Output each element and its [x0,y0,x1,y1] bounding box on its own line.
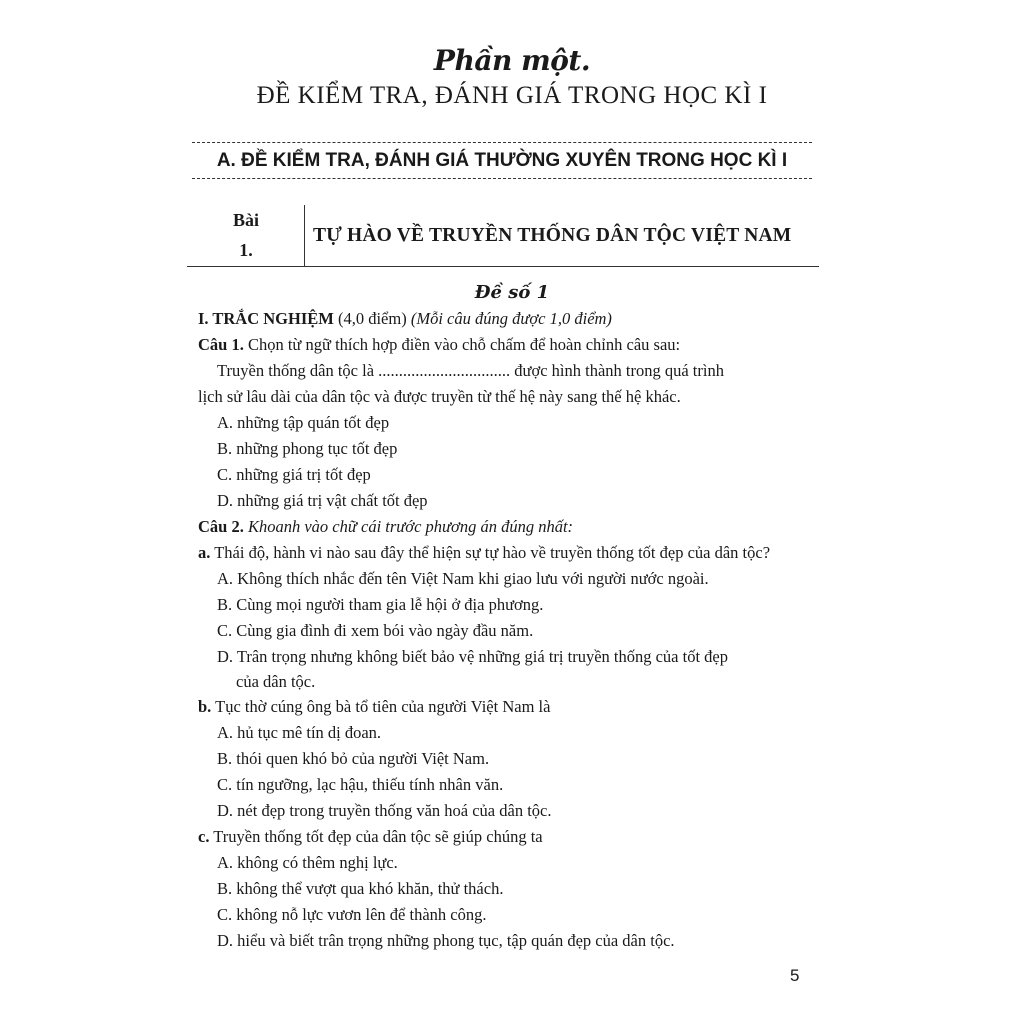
exam-title: Đề số 1 [474,282,550,303]
lesson-title: TỰ HÀO VỀ TRUYỀN THỐNG DÂN TỘC VIỆT NAM [313,225,792,246]
lesson-underline [187,266,819,267]
q1-prompt: Chọn từ ngữ thích hợp điền vào chỗ chấm để hoàn chỉnh câu sau: [243,335,681,354]
q2a-option-c: C. Cùng gia đình đi xem bói vào ngày đầu năm. [217,621,534,640]
part1-points: (4,0 điểm) [333,309,411,328]
q2a-option-d-cont: của dân tộc. [236,672,316,691]
q1-option-c: C. những giá trị tốt đẹp [217,465,371,484]
q2a-stem: Thái độ, hành vi nào sau đây thể hiện sự tự hào về truyền thống tốt đẹp của dân tộc? [210,543,771,562]
q1-option-b: B. những phong tục tốt đẹp [217,439,398,458]
q2-prompt: Khoanh vào chữ cái trước phương án đúng nhất: [243,517,574,536]
dashed-rule-bottom [192,178,812,179]
q1-line [198,332,818,358]
q2b-label: b. [198,697,212,716]
section-a-heading: A. ĐỀ KIỂM TRA, ĐÁNH GIÁ THƯỜNG XUYÊN TRONG HỌC KÌ I [216,150,788,171]
exam-content [198,306,818,954]
q1-label: Câu 1. [198,335,244,354]
part1-note: (Mỗi câu đúng được 1,0 điểm) [410,309,612,328]
q2c-stem: Truyền thống tốt đẹp của dân tộc sẽ giúp chúng ta [209,827,543,846]
q2a-label: a. [198,543,211,562]
q2c-stem-line [198,824,818,850]
q2a-stem-line [198,540,818,566]
q1-stem-line1: Truyền thống dân tộc là ................................ được hình thành trong quá trình [217,361,724,380]
part1-heading-line [198,306,818,332]
lesson-divider [304,205,305,267]
q2b-option-a: A. hủ tục mê tín dị đoan. [217,723,382,742]
q2a-option-b: B. Cùng mọi người tham gia lễ hội ở địa phương. [217,595,544,614]
lesson-label: Bài [232,210,259,230]
q2a-option-a: A. Không thích nhắc đến tên Việt Nam khi giao lưu với người nước ngoài. [217,569,709,588]
q2b-stem-line [198,694,818,720]
part1-heading: I. TRẮC NGHIỆM [198,309,334,328]
q2c-option-b: B. không thể vượt qua khó khăn, thử thách. [217,879,504,898]
page-number: 5 [790,966,800,985]
q2c-option-d: D. hiểu và biết trân trọng những phong tục, tập quán đẹp của dân tộc. [217,931,675,950]
q1-option-a: A. những tập quán tốt đẹp [217,413,390,432]
lesson-header [187,205,819,267]
q1-stem-line2: lịch sử lâu dài của dân tộc và được truyền từ thế hệ này sang thế hệ khác. [198,387,681,406]
q2-label: Câu 2. [198,517,244,536]
q2b-option-d: D. nét đẹp trong truyền thống văn hoá của dân tộc. [217,801,552,820]
q2a-option-d: D. Trân trọng nhưng không biết bảo vệ những giá trị truyền thống của tốt đẹp [217,647,728,666]
dashed-rule-top [192,142,812,143]
q2b-option-b: B. thói quen khó bỏ của người Việt Nam. [217,749,490,768]
q2b-stem: Tục thờ cúng ông bà tổ tiên của người Việt Nam là [211,697,551,716]
part-subtitle: ĐỀ KIỂM TRA, ĐÁNH GIÁ TRONG HỌC KÌ I [256,82,768,109]
part-title: Phần một. [433,44,591,77]
q2c-option-a: A. không có thêm nghị lực. [217,853,398,872]
lesson-number-value: 1. [239,240,253,260]
q2-line [198,514,818,540]
q2c-option-c: C. không nỗ lực vươn lên để thành công. [217,905,487,924]
q1-option-d: D. những giá trị vật chất tốt đẹp [217,491,428,510]
q2b-option-c: C. tín ngưỡng, lạc hậu, thiếu tính nhân văn. [217,775,504,794]
q2c-label: c. [198,827,210,846]
lesson-number [187,205,305,267]
